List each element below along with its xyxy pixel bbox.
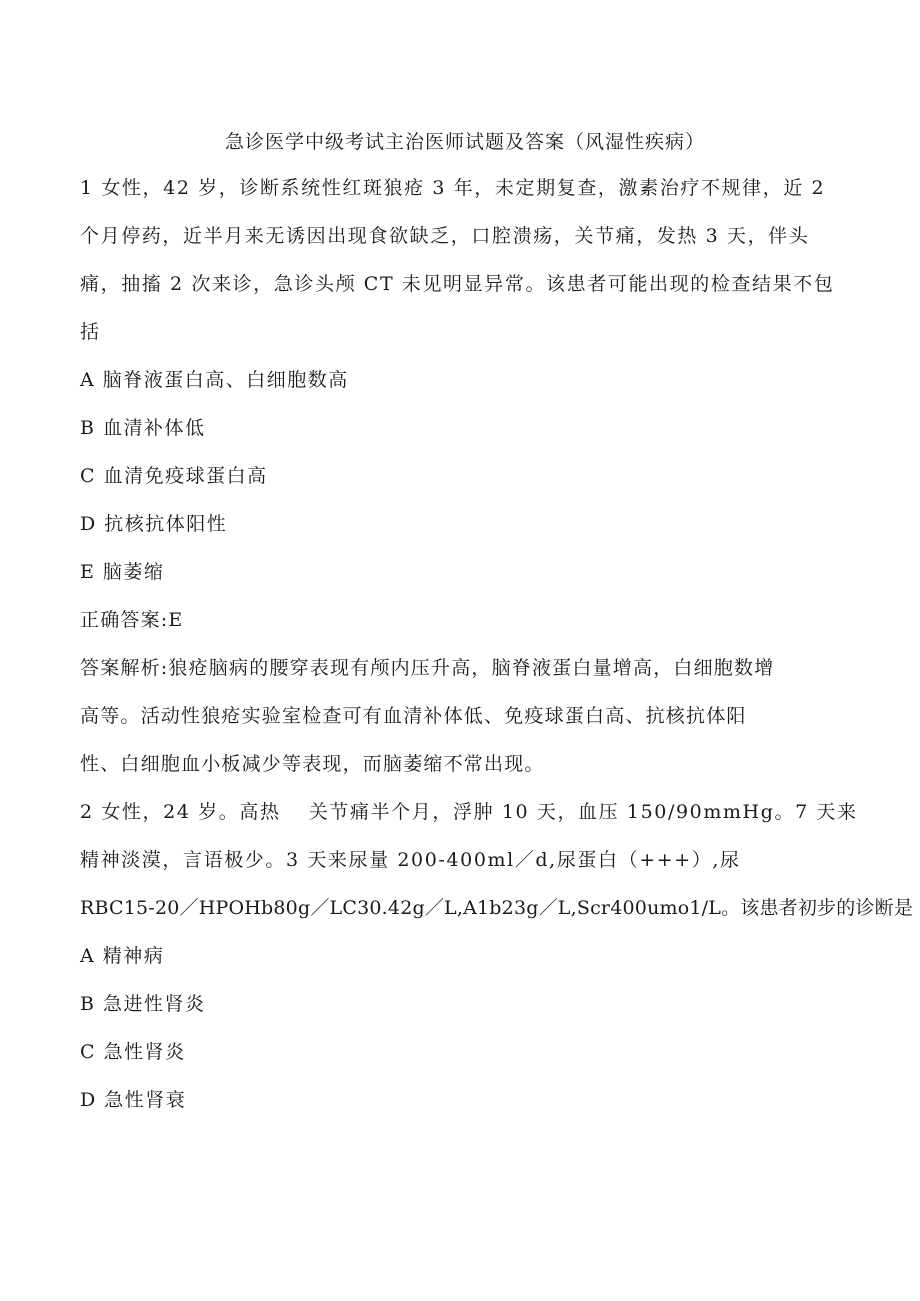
document-title: 急诊医学中级考试主治医师试题及答案（风湿性疾病） (224, 131, 705, 153)
question-1-stem-line-2: 个月停药，近半月来无诱因出现食欲缺乏，口腔溃疡，关节痛，发热 3 天，伴头 (80, 225, 810, 247)
question-1-analysis-line-2: 高等。活动性狼疮实验室检查可有血清补体低、免疫球蛋白高、抗核抗体阳 (80, 705, 747, 727)
question-1-analysis-line-3: 性、白细胞血小板减少等表现，而脑萎缩不常出现。 (80, 753, 545, 775)
question-1-option-b: B 血清补体低 (80, 417, 206, 439)
question-1-option-c: C 血清免疫球蛋白高 (80, 465, 268, 487)
question-2-stem-line-2: 精神淡漠，言语极少。3 天来尿量 200-400ml／d,尿蛋白（+++）,尿 (80, 849, 741, 871)
question-1-option-a: A 脑脊液蛋白高、白细胞数高 (80, 369, 349, 391)
question-1-option-d: D 抗核抗体阳性 (80, 513, 228, 535)
question-2-stem-line-1: 2 女性，24 岁。高热 关节痛半个月，浮肿 10 天，血压 150/90mmHg。7 天来 (80, 801, 858, 823)
question-2-option-c: C 急性肾炎 (80, 1041, 186, 1063)
question-1-answer: 正确答案:E (80, 609, 184, 631)
question-2-stem-line-3: RBC15-20／HPOHb80g／LC30.42g／L,A1b23g／L,Scr400umo1/L。该患者初步的诊断是 (80, 897, 914, 919)
question-2-option-a: A 精神病 (80, 945, 165, 967)
question-1-stem-line-3: 痛，抽搐 2 次来诊，急诊头颅 CT 未见明显异常。该患者可能出现的检查结果不包 (80, 273, 835, 295)
document-page (80, 130, 914, 1124)
question-1-option-e: E 脑萎缩 (80, 561, 165, 583)
question-1-stem-line-4: 括 (80, 321, 101, 343)
question-1-stem-line-1: 1 女性，42 岁，诊断系统性红斑狼疮 3 年，未定期复查，激素治疗不规律，近 2 (80, 177, 826, 199)
question-2 (80, 788, 914, 1124)
question-1-analysis-line-1: 答案解析:狼疮脑病的腰穿表现有颅内压升高，脑脊液蛋白量增高，白细胞数增 (80, 657, 775, 679)
question-2-option-b: B 急进性肾炎 (80, 993, 206, 1015)
question-2-option-d: D 急性肾衰 (80, 1089, 187, 1111)
question-1 (80, 164, 840, 788)
